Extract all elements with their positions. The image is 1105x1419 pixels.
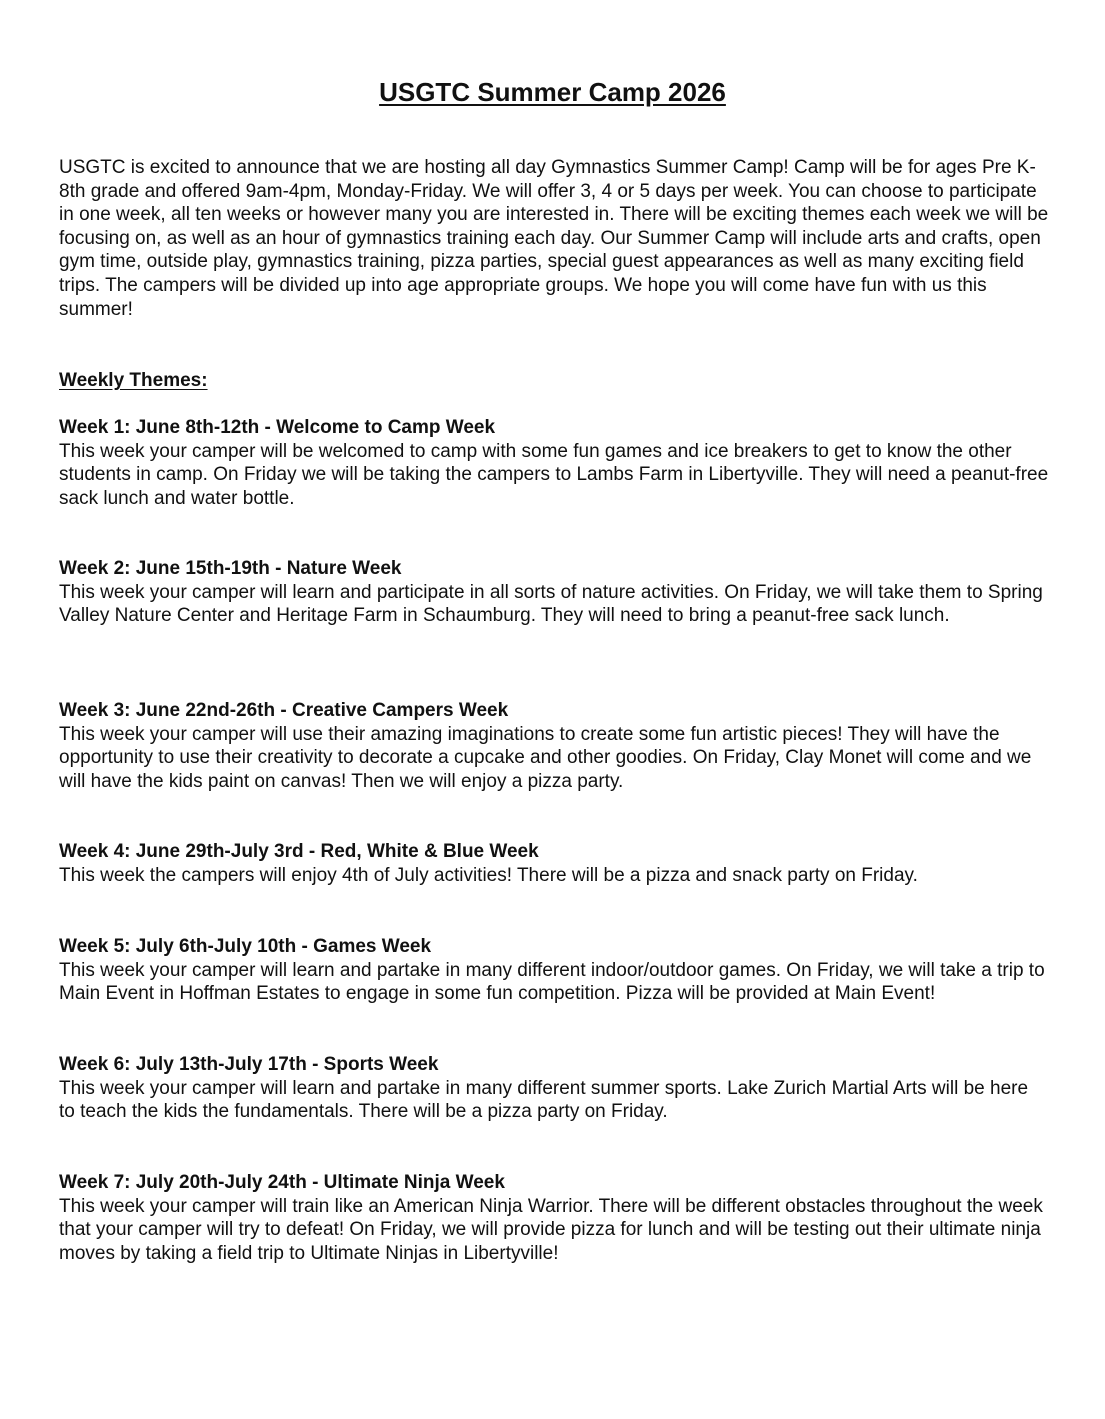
page-title: USGTC Summer Camp 2026 xyxy=(379,77,726,107)
intro-paragraph: USGTC is excited to announce that we are hosting all day Gymnastics Summer Camp! Camp will be for ages Pre K-8th grade and offered 9am-4pm, Monday-Friday. We will offer 3, 4 or 5 days per week. You can choose to participate in one week, all ten weeks or however many you are interested in. There will be exciting themes each week we will be focusing on, as well as an hour of gymnastics training each day. Our Summer Camp will include arts and crafts, open gym time, outside play, gymnastics training, pizza parties, special guest appearances as well as many exciting field trips. The campers will be divided up into age appropriate groups. We hope you will come have fun with us this summer! xyxy=(59,157,1049,320)
week-description: This week your camper will use their amazing imaginations to create some fun artistic pieces! They will have the opportunity to use their creativity to decorate a cupcake and other goodies. On Friday, Clay Monet will come and we will have the kids paint on canvas! Then we will enjoy a pizza party. xyxy=(59,723,1032,792)
week-section xyxy=(59,1053,1049,1124)
week-section xyxy=(59,699,1049,793)
week-section xyxy=(59,416,1049,510)
week-section xyxy=(59,1171,1049,1265)
week-section xyxy=(59,840,1049,887)
week-description: This week the campers will enjoy 4th of July activities! There will be a pizza and snack party on Friday. xyxy=(59,864,918,886)
week-title: Week 6: July 13th-July 17th - Sports Week xyxy=(59,1054,439,1075)
week-section xyxy=(59,935,1049,1006)
week-description: This week your camper will learn and partake in many different summer sports. Lake Zurich Martial Arts will be here to teach the kids the fundamentals. There will be a pizza party on Friday. xyxy=(59,1077,1029,1123)
week-description: This week your camper will learn and participate in all sorts of nature activities. On Friday, we will take them to Spring Valley Nature Center and Heritage Farm in Schaumburg. They will need to bring a peanut-free sack lunch. xyxy=(59,581,1043,627)
week-title: Week 1: June 8th-12th - Welcome to Camp Week xyxy=(59,417,496,438)
weekly-themes-heading: Weekly Themes: xyxy=(59,370,208,391)
week-description: This week your camper will learn and partake in many different indoor/outdoor games. On Friday, we will take a trip to Main Event in Hoffman Estates to engage in some fun competition. Pizza will be provided at Main Event! xyxy=(59,959,1045,1005)
week-title: Week 5: July 6th-July 10th - Games Week xyxy=(59,936,432,957)
week-description: This week your camper will be welcomed to camp with some fun games and ice breakers to get to know the other students in camp. On Friday we will be taking the campers to Lambs Farm in Libertyville. They will need a peanut-free sack lunch and water bottle. xyxy=(59,440,1049,509)
week-title: Week 4: June 29th-July 3rd - Red, White & Blue Week xyxy=(59,841,539,862)
week-title: Week 2: June 15th-19th - Nature Week xyxy=(59,558,402,579)
week-description: This week your camper will train like an American Ninja Warrior. There will be different obstacles throughout the week that your camper will try to defeat! On Friday, we will provide pizza for lunch and will be testing out their ultimate ninja moves by taking a field trip to Ultimate Ninjas in Libertyville! xyxy=(59,1195,1043,1264)
week-title: Week 7: July 20th-July 24th - Ultimate Ninja Week xyxy=(59,1172,505,1193)
week-section xyxy=(59,557,1049,628)
week-title: Week 3: June 22nd-26th - Creative Campers Week xyxy=(59,700,509,721)
